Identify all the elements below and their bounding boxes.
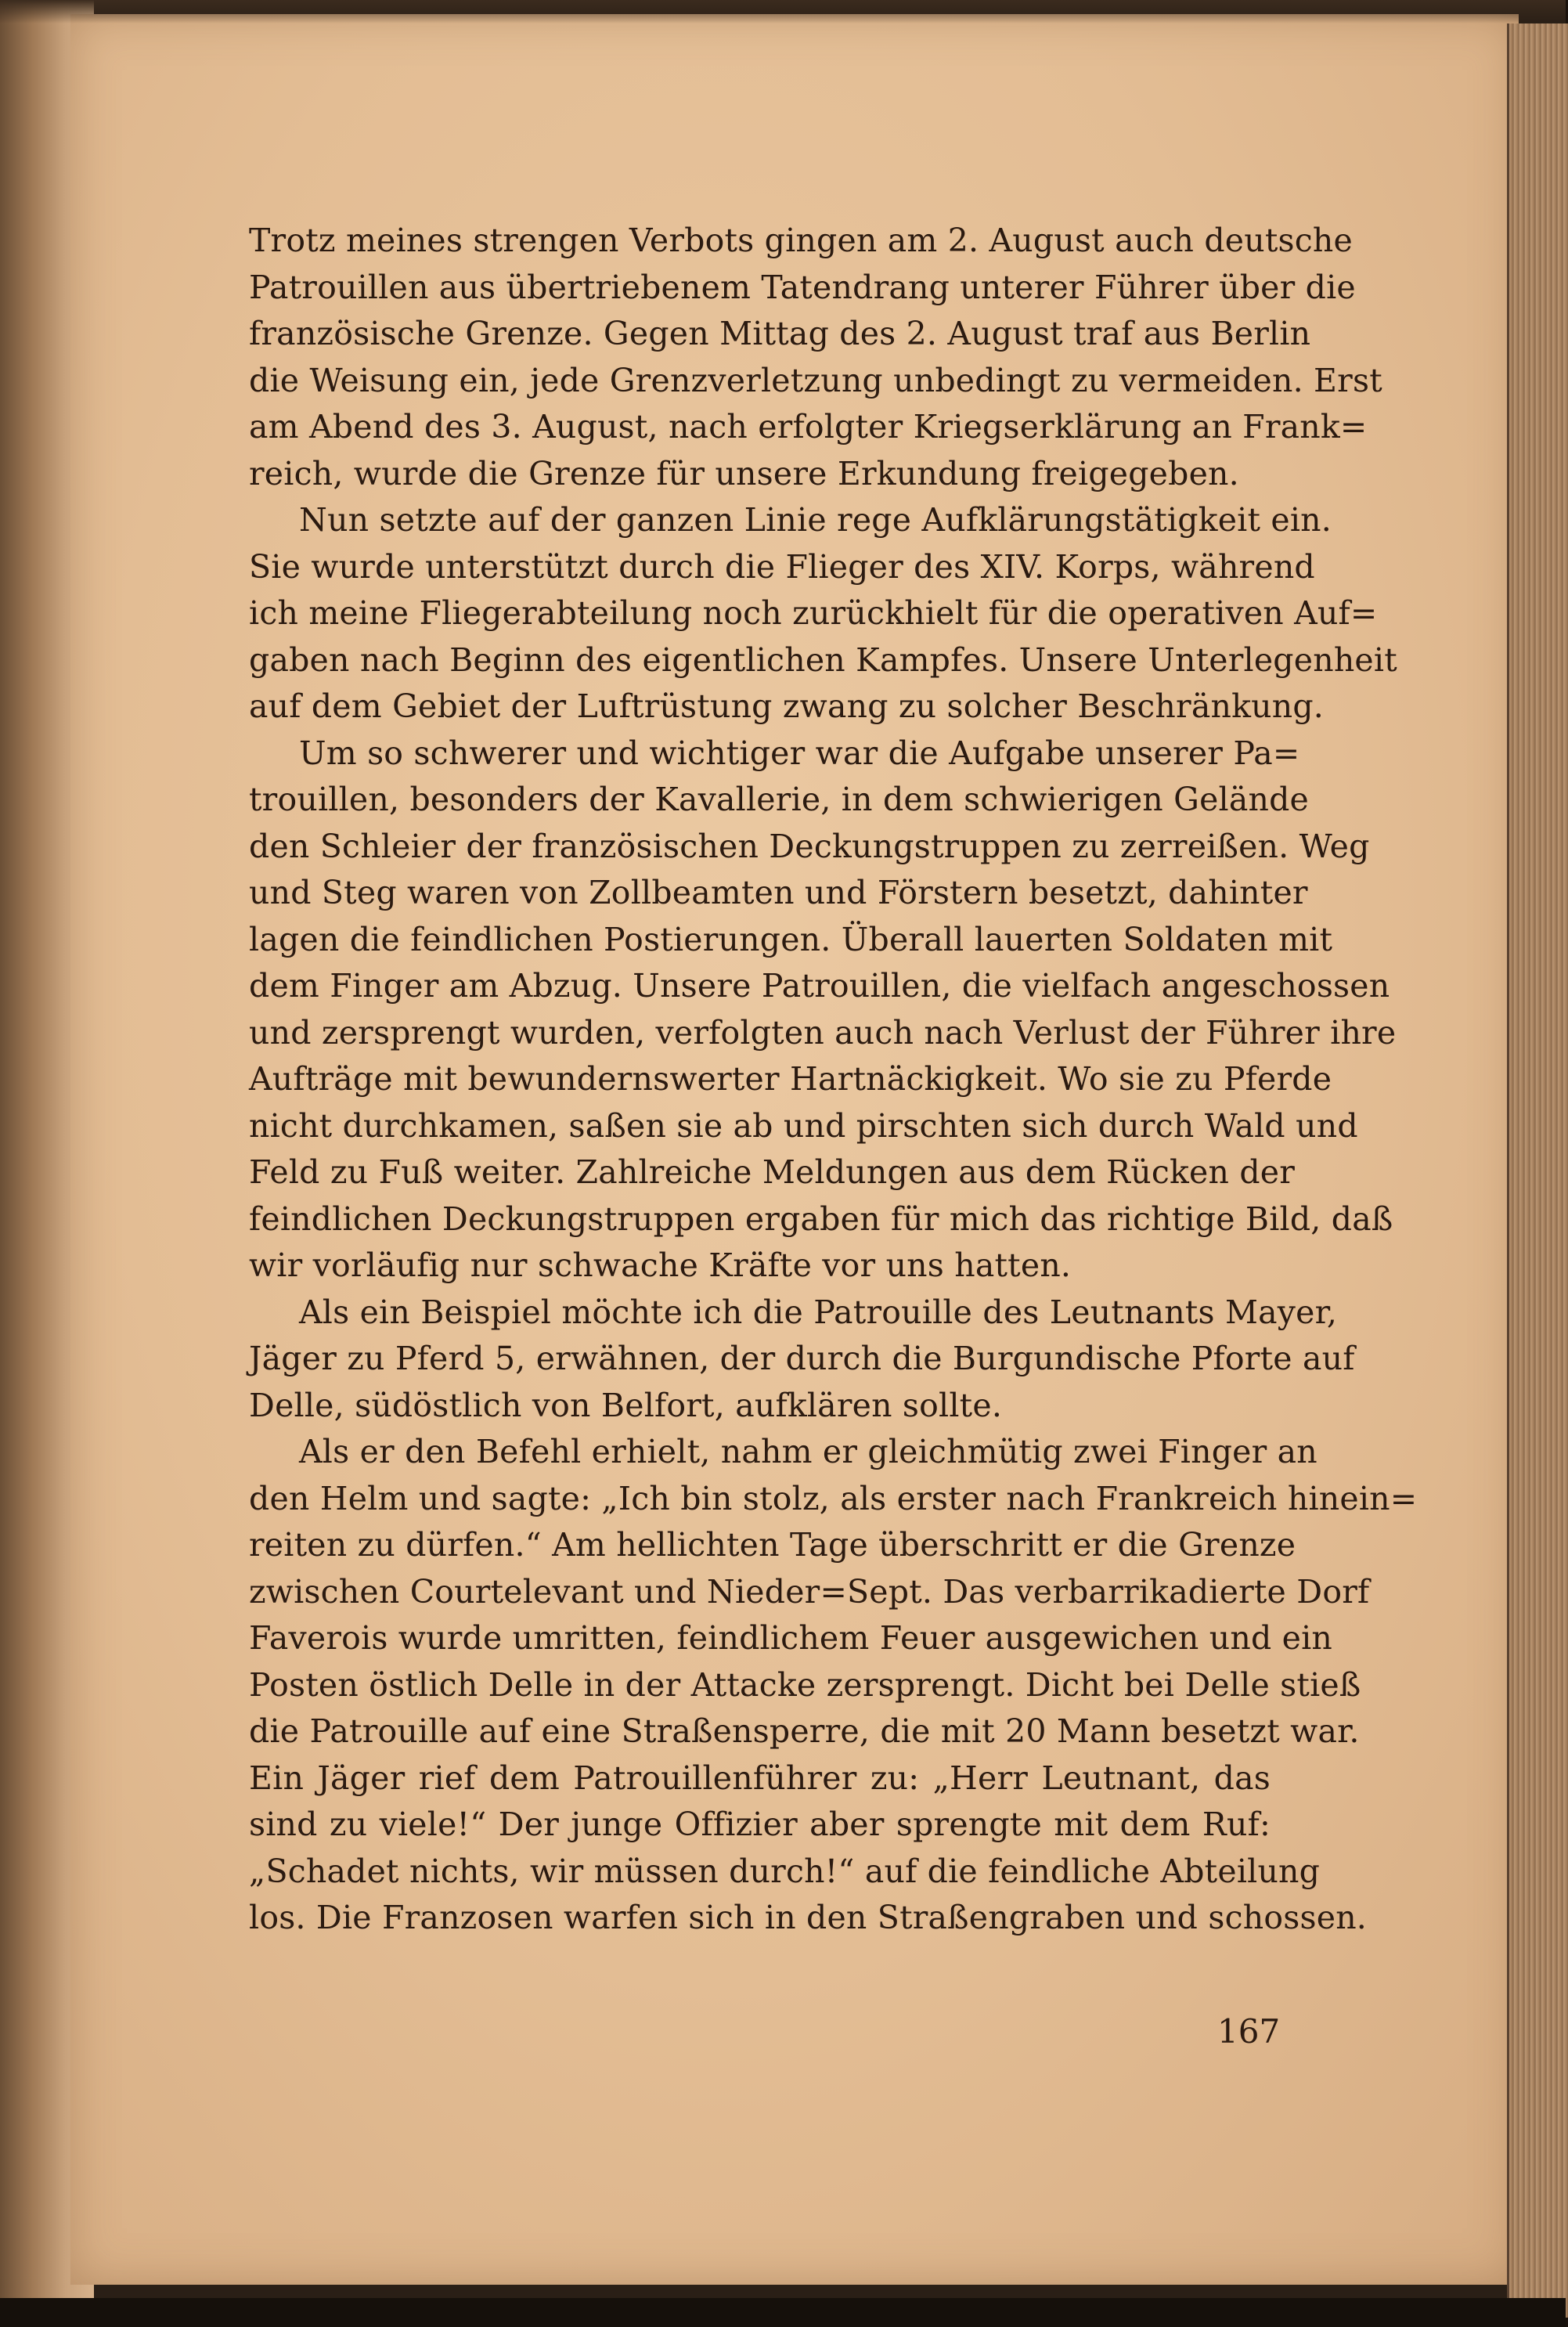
text-line: Faverois wurde umritten, feindlichem Feuer ausgewichen und ein <box>249 1619 1333 1657</box>
text-line: Als ein Beispiel möchte ich die Patrouille des Leutnants Mayer, <box>299 1293 1338 1331</box>
text-line: Ein Jäger rief dem Patrouillenführer zu: „Herr Leutnant, das <box>249 1759 1271 1797</box>
text-line: Jäger zu Pferd 5, erwähnen, der durch die Burgundische Pforte auf <box>249 1340 1355 1377</box>
text-line: wir vorläufig nur schwache Kräfte vor uns hatten. <box>249 1246 1072 1284</box>
text-line: Posten östlich Delle in der Attacke zersprengt. Dicht bei Delle stieß <box>249 1665 1361 1704</box>
top-shadow-edge <box>0 0 1566 23</box>
text-line: reich, wurde die Grenze für unsere Erkundung freigegeben. <box>249 454 1239 492</box>
text-line: trouillen, besonders der Kavallerie, in dem schwierigen Gelände <box>249 781 1310 818</box>
text-line: Delle, südöstlich von Belfort, aufklären sollte. <box>249 1386 1003 1424</box>
text-line: Sie wurde unterstützt durch die Flieger des XIV. Korps, während <box>249 547 1315 586</box>
text-line: und zersprengt wurden, verfolgten auch nach Verlust der Führer ihre <box>249 1013 1397 1052</box>
text-line: ich meine Fliegerabteilung noch zurückhielt für die operativen Auf= <box>249 594 1378 632</box>
text-line: Als er den Befehl erhielt, nahm er gleichmütig zwei Finger an <box>299 1433 1317 1470</box>
text-line: dem Finger am Abzug. Unsere Patrouillen, die vielfach angeschossen <box>249 967 1390 1005</box>
text-line: nicht durchkamen, saßen sie ab und pirschten sich durch Wald und <box>249 1106 1358 1145</box>
text-line: „Schadet nichts, wir müssen durch!“ auf die feindliche Abteilung <box>249 1852 1321 1890</box>
text-line: reiten zu dürfen.“ Am hellichten Tage überschritt er die Grenze <box>249 1526 1296 1564</box>
text-line: zwischen Courtelevant und Nieder=Sept. Das verbarrikadierte Dorf <box>249 1572 1370 1611</box>
text-line: los. Die Franzosen warfen sich in den Straßengraben und schossen. <box>249 1899 1368 1936</box>
text-line: sind zu viele!“ Der junge Offizier aber sprengte mit dem Ruf: <box>249 1806 1271 1843</box>
bottom-dark-edge <box>0 2298 1566 2327</box>
text-line: lagen die feindlichen Postierungen. Überall lauerten Soldaten mit <box>249 920 1333 958</box>
text-line: und Steg waren von Zollbeamten und Förstern besetzt, dahinter <box>249 874 1308 911</box>
text-line: Trotz meines strengen Verbots gingen am 2. August auch deutsche <box>249 222 1354 259</box>
text-line: französische Grenze. Gegen Mittag des 2. August traf aus Berlin <box>249 315 1311 352</box>
text-line: die Patrouille auf eine Straßensperre, die mit 20 Mann besetzt war. <box>249 1712 1360 1750</box>
text-line: den Schleier der französischen Deckungstruppen zu zerreißen. Weg <box>249 827 1370 865</box>
text-line: die Weisung ein, jede Grenzverletzung unbedingt zu vermeiden. Erst <box>249 361 1382 399</box>
text-line: Patrouillen aus übertriebenem Tatendrang unterer Führer über die <box>249 268 1356 306</box>
text-line: am Abend des 3. August, nach erfolgter Kriegserklärung an Frank= <box>249 408 1368 446</box>
text-line: Aufträge mit bewundernswerter Hartnäckigkeit. Wo sie zu Pferde <box>249 1060 1332 1098</box>
stacked-page-edges <box>1507 23 1568 2318</box>
text-line: den Helm und sagte: „Ich bin stolz, als erster nach Frankreich hinein= <box>249 1479 1418 1517</box>
page-number: 167 <box>1217 2012 1281 2051</box>
body-text <box>249 218 1418 1942</box>
text-line: gaben nach Beginn des eigentlichen Kampfes. Unsere Unterlegenheit <box>249 640 1397 679</box>
text-line: feindlichen Deckungstruppen ergaben für mich das richtige Bild, daß <box>249 1200 1393 1238</box>
text-line: Nun setzte auf der ganzen Linie rege Aufklärungstätigkeit ein. <box>299 501 1332 539</box>
text-line: Um so schwerer und wichtiger war die Aufgabe unserer Pa= <box>299 734 1300 772</box>
text-line: Feld zu Fuß weiter. Zahlreiche Meldungen aus dem Rücken der <box>249 1153 1296 1191</box>
text-line: auf dem Gebiet der Luftrüstung zwang zu solcher Beschränkung. <box>249 687 1325 725</box>
